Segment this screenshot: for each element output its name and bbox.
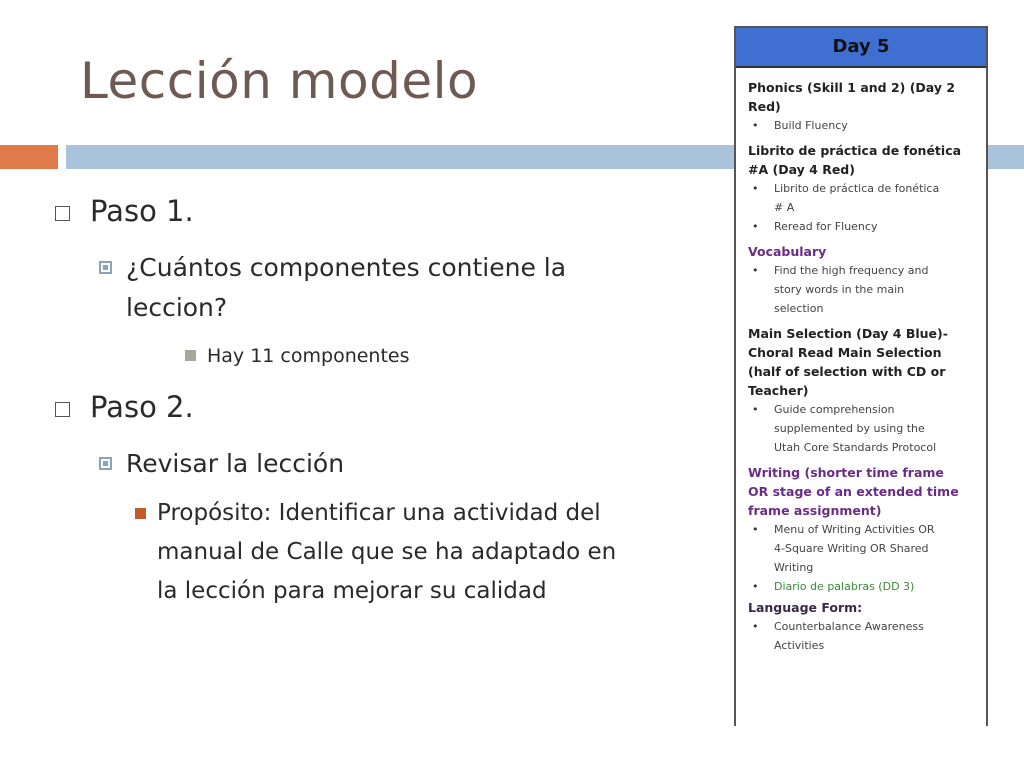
item-line: selection (774, 302, 824, 315)
lesson-plan-document (734, 26, 988, 726)
item-line: • Counterbalance Awareness (774, 620, 924, 633)
step2-purpose (157, 494, 616, 611)
item-line: Writing (774, 561, 814, 574)
section-item (748, 261, 978, 318)
section-title-line: Red) (748, 99, 781, 114)
item-line: • Diario de palabras (DD 3) (774, 580, 915, 593)
checkbox-bullet-icon (55, 206, 70, 221)
purpose-line-2: manual de Calle que se ha adaptado en (157, 539, 617, 565)
item-line: 4-Square Writing OR Shared (774, 542, 929, 555)
section-item (748, 520, 978, 577)
section-item (748, 217, 978, 236)
section-title-line: (half of selection with CD or (748, 364, 946, 379)
section-title-line: Choral Read Main Selection (748, 345, 942, 360)
step2-item (90, 390, 194, 424)
step1-label: Paso 1. (90, 194, 194, 228)
section-title-line: Phonics (Skill 1 and 2) (Day 2 (748, 80, 956, 95)
section-item (748, 116, 978, 135)
section-item (748, 400, 978, 457)
item-line: • Menu of Writing Activities OR (774, 523, 935, 536)
square-bullet-icon (99, 457, 112, 470)
purpose-line-3: la lección para mejorar su calidad (157, 578, 547, 604)
section-title (748, 598, 978, 617)
purpose-line-1: Propósito: Identificar una actividad del (157, 500, 601, 526)
question-line-1: ¿Cuántos componentes contiene la (126, 253, 567, 282)
step1-item (90, 194, 194, 228)
item-line: supplemented by using the (774, 422, 925, 435)
step1-question (126, 248, 566, 328)
slide-title: Lección modelo (80, 52, 479, 110)
section-title (748, 242, 978, 261)
section-title (748, 463, 978, 520)
section-title-line: Writing (shorter time frame (748, 465, 944, 480)
section-title-line: #A (Day 4 Red) (748, 162, 855, 177)
item-line: • Build Fluency (774, 119, 848, 132)
section-title (748, 324, 978, 400)
step2-task (126, 444, 344, 484)
item-line: • Find the high frequency and (774, 264, 929, 277)
section-title-line: OR stage of an extended time (748, 484, 959, 499)
accent-bar-orange (0, 145, 58, 169)
checkbox-bullet-icon (55, 402, 70, 417)
section-title-line: Vocabulary (748, 244, 827, 259)
task-text: Revisar la lección (126, 449, 345, 478)
section-title-line: Language Form: (748, 600, 863, 615)
filled-square-bullet-icon (185, 350, 196, 361)
section-title (748, 78, 978, 116)
step1-answer (207, 344, 410, 368)
item-line: story words in the main (774, 283, 905, 296)
document-header: Day 5 (736, 28, 986, 68)
filled-square-bullet-icon (135, 508, 146, 519)
section-title-line: Main Selection (Day 4 Blue)- (748, 326, 948, 341)
section-title-line: frame assignment) (748, 503, 882, 518)
section-title-line: Teacher) (748, 383, 809, 398)
section-title (748, 141, 978, 179)
section-item (748, 577, 978, 596)
answer-text: Hay 11 componentes (207, 345, 410, 367)
item-line: • Reread for Fluency (774, 220, 878, 233)
section-item (748, 617, 978, 655)
section-title-line: Librito de práctica de fonética (748, 143, 962, 158)
section-item (748, 179, 978, 217)
question-line-2: leccion? (126, 293, 228, 322)
item-line: Utah Core Standards Protocol (774, 441, 937, 454)
square-bullet-icon (99, 261, 112, 274)
item-line: • Librito de práctica de fonética (774, 182, 940, 195)
item-line: # A (774, 201, 795, 214)
item-line: Activities (774, 639, 825, 652)
step2-label: Paso 2. (90, 390, 194, 424)
item-line: • Guide comprehension (774, 403, 895, 416)
